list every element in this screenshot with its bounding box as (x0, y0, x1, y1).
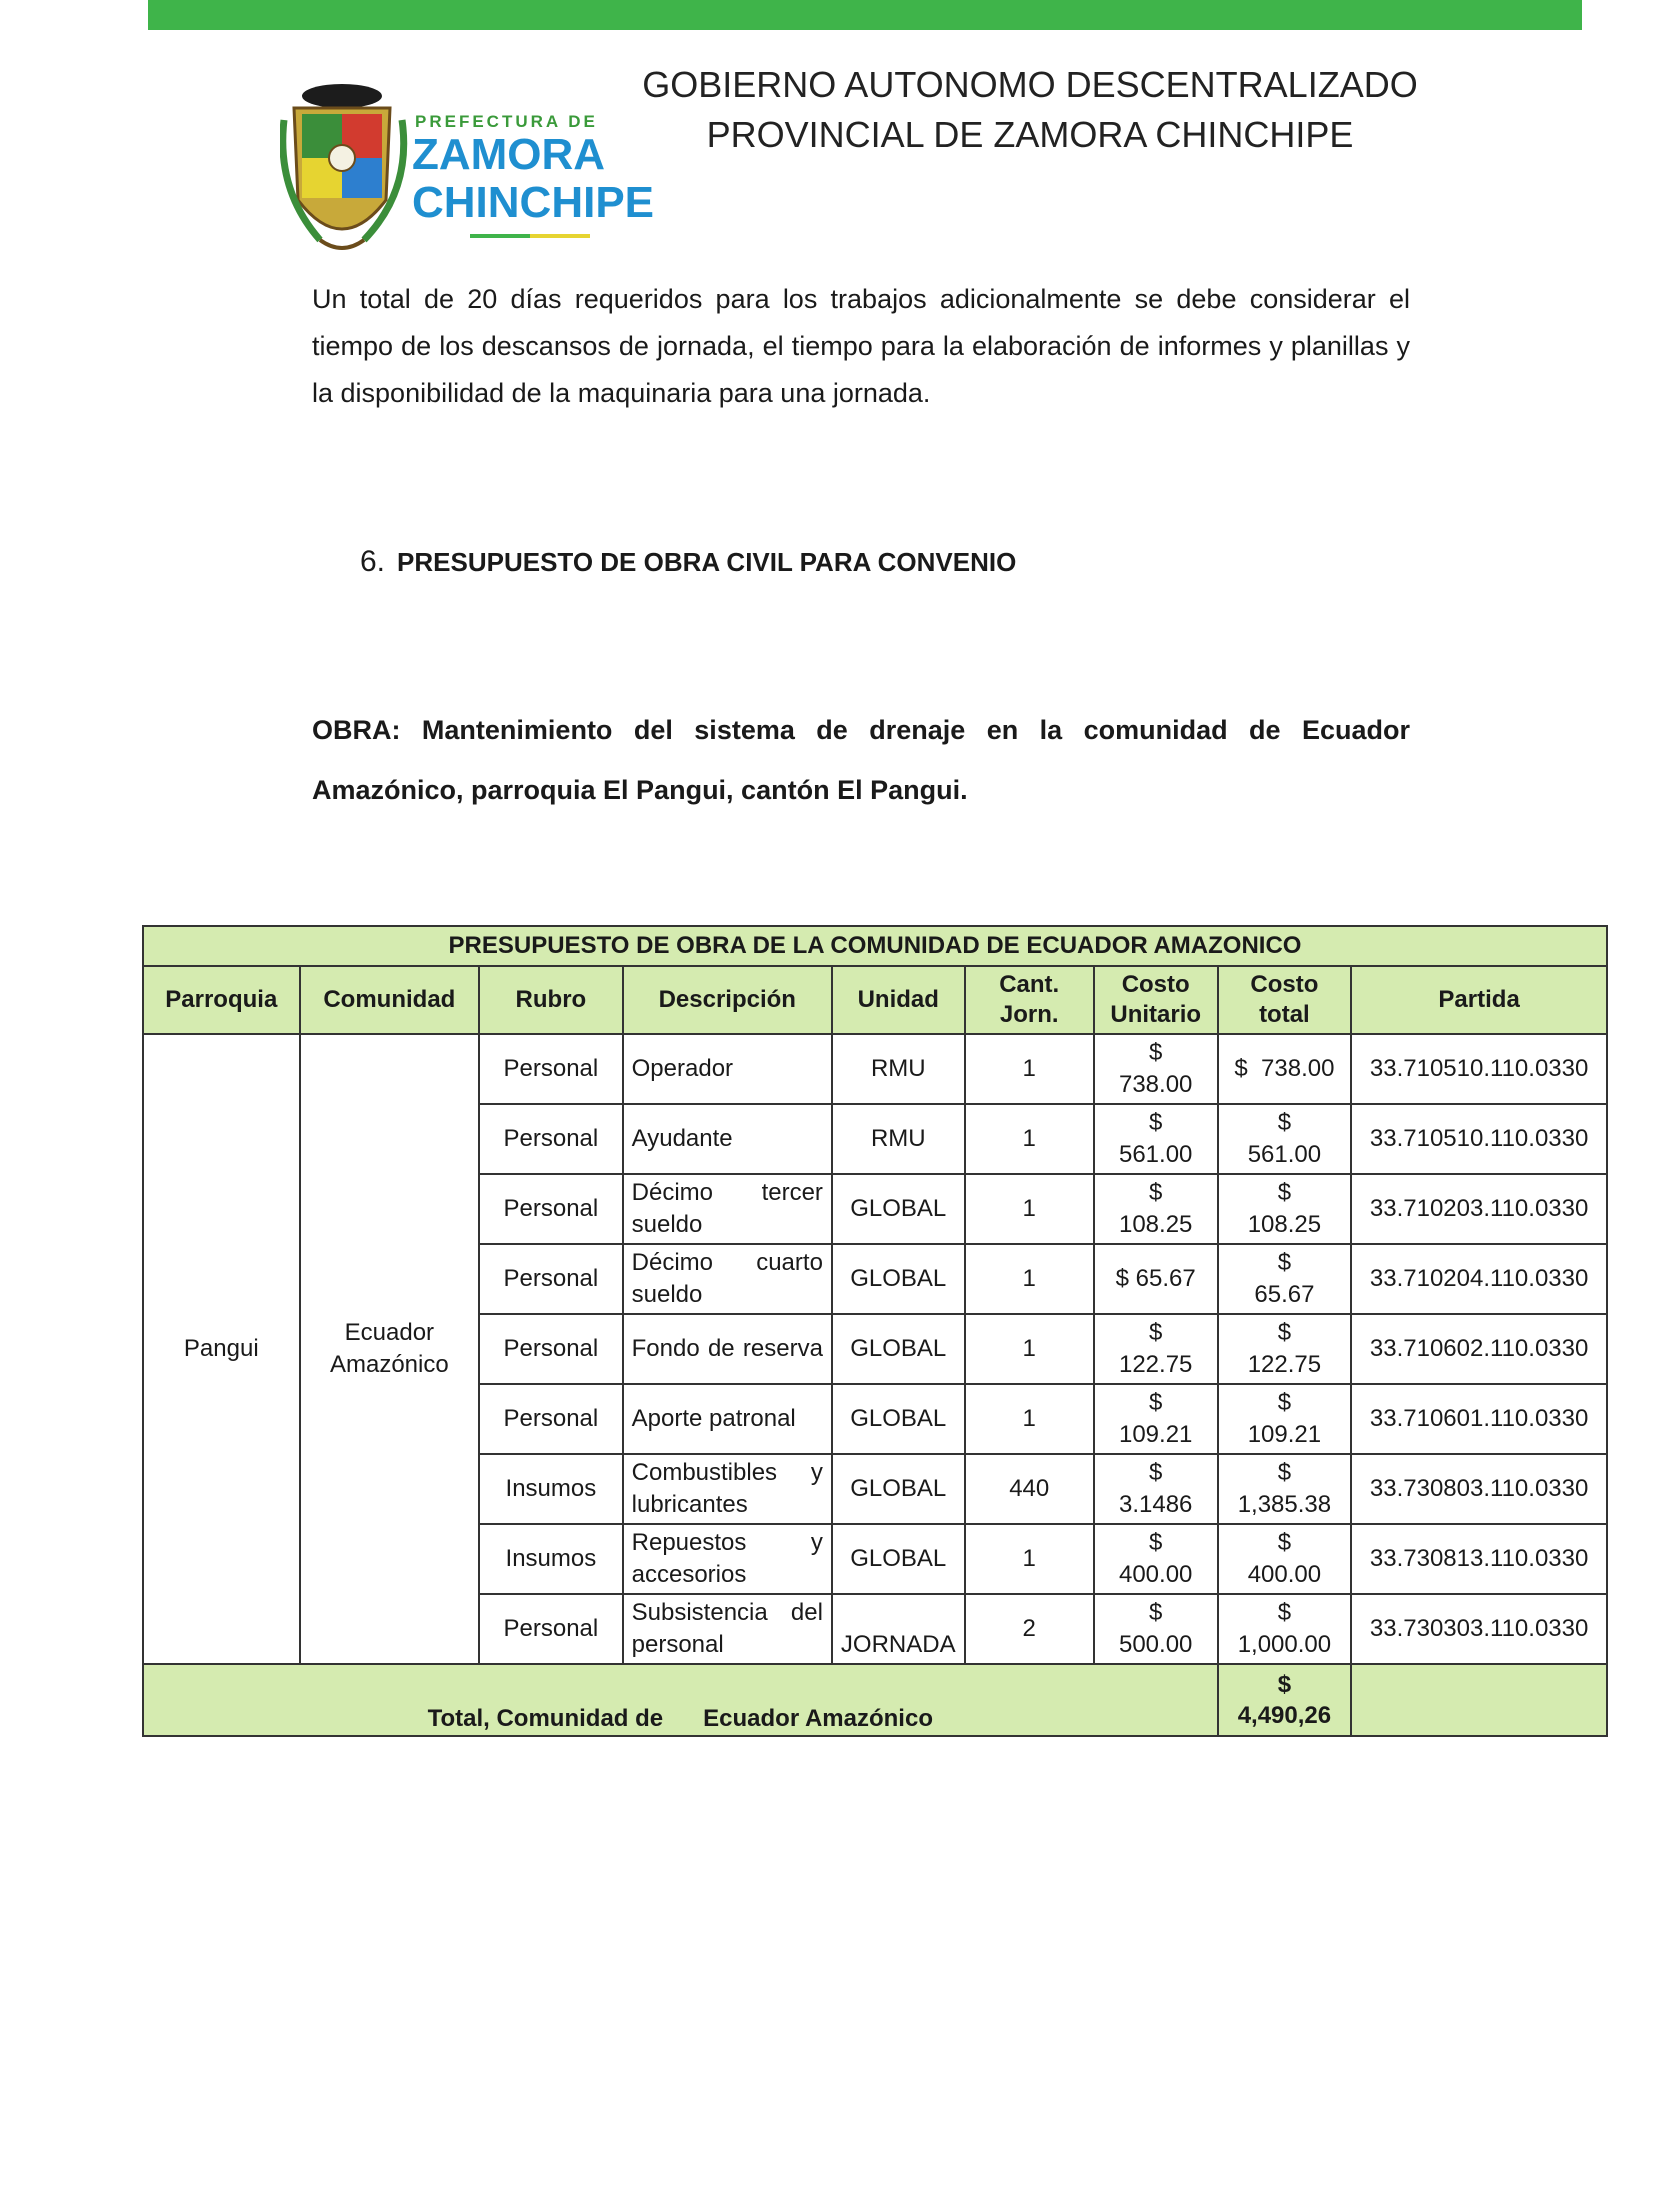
rubro-cell: Personal (479, 1174, 623, 1244)
header-title-line-1: GOBIERNO AUTONOMO DESCENTRALIZADO (642, 64, 1418, 105)
header-descripcion: Descripción (623, 966, 832, 1034)
total-cost-cell (1218, 1594, 1352, 1664)
header-total-line-2: total (1259, 1001, 1310, 1028)
top-green-bar (148, 0, 1582, 30)
unit-cost-symbol: $ (1149, 1389, 1163, 1416)
unidad-cell: GLOBAL (832, 1384, 965, 1454)
cant-cell: 440 (965, 1454, 1094, 1524)
partida-cell: 33.730803.110.0330 (1351, 1454, 1607, 1524)
total-cost-value: 1,385.38 (1237, 1491, 1332, 1518)
logo-small-text: PREFECTURA DE (415, 112, 598, 131)
header-unidad: Unidad (832, 966, 965, 1034)
total-cost-symbol: $ (1277, 1459, 1292, 1486)
grand-total-symbol: $ (1277, 1671, 1292, 1698)
total-cost-cell (1218, 1384, 1352, 1454)
total-label (143, 1664, 1218, 1736)
unit-cost-symbol: $ (1149, 1459, 1163, 1486)
unidad-cell: JORNADA (832, 1594, 965, 1664)
unit-cost-cell (1094, 1594, 1218, 1664)
partida-cell: 33.710602.110.0330 (1351, 1314, 1607, 1384)
unit-cost-value: 108.25 (1118, 1211, 1193, 1238)
total-cost-value: 108.25 (1247, 1211, 1322, 1238)
rubro-cell: Personal (479, 1104, 623, 1174)
section-title: PRESUPUESTO DE OBRA CIVIL PARA CONVENIO (397, 547, 1017, 577)
total-label-part-1: Total, Comunidad de (427, 1705, 664, 1732)
rubro-cell: Personal (479, 1034, 623, 1104)
header-unit-line-1: Costo (1121, 971, 1190, 998)
partida-cell: 33.730303.110.0330 (1351, 1594, 1607, 1664)
unit-cost-value: 561.00 (1118, 1141, 1193, 1168)
header-partida: Partida (1351, 966, 1607, 1034)
descripcion-cell: Décimo cuarto sueldo (623, 1244, 832, 1314)
partida-cell: 33.710204.110.0330 (1351, 1244, 1607, 1314)
unit-cost-symbol: $ (1149, 1529, 1163, 1556)
header-parroquia: Parroquia (143, 966, 300, 1034)
grand-total-cell (1218, 1664, 1352, 1736)
total-cost-cell (1218, 1104, 1352, 1174)
rubro-cell: Personal (479, 1384, 623, 1454)
unidad-cell: GLOBAL (832, 1524, 965, 1594)
section-number: 6. (360, 545, 386, 578)
prefectura-logo (280, 80, 655, 270)
total-cost-value: 738.00 (1261, 1055, 1335, 1082)
total-cost-value: 109.21 (1247, 1421, 1322, 1448)
partida-cell: 33.710203.110.0330 (1351, 1174, 1607, 1244)
total-cost-symbol: $ (1277, 1529, 1292, 1556)
unit-cost-value: 65.67 (1135, 1265, 1196, 1292)
unidad-cell: GLOBAL (832, 1454, 965, 1524)
total-cost-cell (1218, 1314, 1352, 1384)
logo-big-text-2: CHINCHIPE (412, 178, 655, 227)
unit-cost-symbol: $ (1115, 1265, 1129, 1292)
unit-cost-symbol: $ (1149, 1319, 1163, 1346)
provincial-shield-icon (280, 80, 410, 270)
section-heading (360, 545, 1016, 579)
cant-cell: 1 (965, 1244, 1094, 1314)
descripcion-cell: Repuestos y accesorios (623, 1524, 832, 1594)
unit-cost-cell (1094, 1034, 1218, 1104)
unit-cost-cell (1094, 1384, 1218, 1454)
total-cost-symbol: $ (1277, 1599, 1292, 1626)
total-cost-cell (1218, 1174, 1352, 1244)
header-unit-line-2: Unitario (1110, 1001, 1202, 1028)
cant-cell: 1 (965, 1034, 1094, 1104)
total-cost-value: 1,000.00 (1237, 1631, 1332, 1658)
unit-cost-symbol: $ (1149, 1599, 1163, 1626)
unit-cost-symbol: $ (1149, 1179, 1163, 1206)
descripcion-cell: Fondo de reserva (623, 1314, 832, 1384)
parroquia-cell: Pangui (143, 1034, 300, 1664)
header-costo-total (1218, 966, 1352, 1034)
total-cost-cell (1218, 1524, 1352, 1594)
partida-cell: 33.710510.110.0330 (1351, 1104, 1607, 1174)
unit-cost-value: 109.21 (1118, 1421, 1193, 1448)
unit-cost-value: 500.00 (1118, 1631, 1193, 1658)
partida-cell: 33.710510.110.0330 (1351, 1034, 1607, 1104)
total-row (143, 1664, 1607, 1736)
cant-cell: 1 (965, 1384, 1094, 1454)
total-cost-symbol: $ (1277, 1179, 1292, 1206)
total-cost-value: 561.00 (1247, 1141, 1322, 1168)
descripcion-cell: Ayudante (623, 1104, 832, 1174)
header-cant-line-2: Jorn. (999, 1001, 1059, 1028)
unit-cost-cell (1094, 1244, 1218, 1314)
unidad-cell: RMU (832, 1104, 965, 1174)
unit-cost-symbol: $ (1149, 1109, 1163, 1136)
obra-description: OBRA: Mantenimiento del sistema de drenaje en la comunidad de Ecuador Amazónico, parroquia El Pangui, cantón El Pangui. (312, 715, 1410, 805)
cant-cell: 1 (965, 1174, 1094, 1244)
rubro-cell: Personal (479, 1244, 623, 1314)
comunidad-line-2: Amazónico (329, 1351, 449, 1378)
unit-cost-cell (1094, 1524, 1218, 1594)
rubro-cell: Insumos (479, 1454, 623, 1524)
descripcion-cell: Décimo tercer sueldo (623, 1174, 832, 1244)
unit-cost-cell (1094, 1314, 1218, 1384)
total-cost-value: 122.75 (1247, 1351, 1322, 1378)
total-cost-symbol: $ (1277, 1249, 1292, 1276)
descripcion-cell: Combustibles y lubricantes (623, 1454, 832, 1524)
unit-cost-cell (1094, 1174, 1218, 1244)
table-title: PRESUPUESTO DE OBRA DE LA COMUNIDAD DE ECUADOR AMAZONICO (143, 926, 1607, 966)
comunidad-cell (300, 1034, 480, 1664)
unit-cost-symbol: $ (1149, 1039, 1163, 1066)
unit-cost-cell (1094, 1104, 1218, 1174)
total-cost-value: 65.67 (1254, 1281, 1315, 1308)
unidad-cell: GLOBAL (832, 1314, 965, 1384)
unidad-cell: GLOBAL (832, 1244, 965, 1314)
unidad-cell: GLOBAL (832, 1174, 965, 1244)
partida-cell: 33.710601.110.0330 (1351, 1384, 1607, 1454)
total-cost-cell (1218, 1034, 1352, 1104)
descripcion-cell: Aporte patronal (623, 1384, 832, 1454)
partida-cell: 33.730813.110.0330 (1351, 1524, 1607, 1594)
descripcion-cell: Operador (623, 1034, 832, 1104)
total-cost-symbol: $ (1234, 1055, 1248, 1082)
logo-underline (470, 234, 590, 238)
header-costo-unitario (1094, 966, 1218, 1034)
total-cost-cell (1218, 1244, 1352, 1314)
total-cost-value: 400.00 (1247, 1561, 1322, 1588)
total-empty-cell (1351, 1664, 1607, 1736)
body-paragraph: Un total de 20 días requeridos para los trabajos adicionalmente se debe considerar el tiempo de los descansos de jornada, el tiempo para la elaboración de informes y planillas y la disponibilidad de la maquinaria para una jornada. (312, 284, 1410, 408)
total-cost-symbol: $ (1277, 1109, 1292, 1136)
rubro-cell: Insumos (479, 1524, 623, 1594)
rubro-cell: Personal (479, 1314, 623, 1384)
unit-cost-cell (1094, 1454, 1218, 1524)
cant-cell: 2 (965, 1594, 1094, 1664)
total-cost-symbol: $ (1277, 1389, 1292, 1416)
descripcion-cell: Subsistencia del personal (623, 1594, 832, 1664)
comunidad-line-1: Ecuador (344, 1319, 435, 1346)
unit-cost-value: 3.1486 (1118, 1491, 1193, 1518)
budget-table (142, 925, 1608, 1737)
header-rubro: Rubro (479, 966, 623, 1034)
unidad-cell: RMU (832, 1034, 965, 1104)
unit-cost-value: 738.00 (1118, 1071, 1193, 1098)
grand-total-value: 4,490,26 (1237, 1702, 1332, 1729)
header-title (640, 60, 1420, 160)
header-title-line-2: PROVINCIAL DE ZAMORA CHINCHIPE (706, 114, 1354, 155)
total-label-part-2: Ecuador Amazónico (703, 1705, 933, 1732)
cant-cell: 1 (965, 1524, 1094, 1594)
unit-cost-value: 122.75 (1118, 1351, 1193, 1378)
header-cant-jorn (965, 966, 1094, 1034)
unit-cost-value: 400.00 (1118, 1561, 1193, 1588)
cant-cell: 1 (965, 1314, 1094, 1384)
cant-cell: 1 (965, 1104, 1094, 1174)
table-row (143, 1034, 1607, 1104)
total-cost-symbol: $ (1277, 1319, 1292, 1346)
logo-big-text-1: ZAMORA (412, 130, 606, 179)
header-comunidad: Comunidad (300, 966, 480, 1034)
header-total-line-1: Costo (1250, 971, 1319, 998)
header-cant-line-1: Cant. (999, 971, 1060, 998)
total-cost-cell (1218, 1454, 1352, 1524)
rubro-cell: Personal (479, 1594, 623, 1664)
